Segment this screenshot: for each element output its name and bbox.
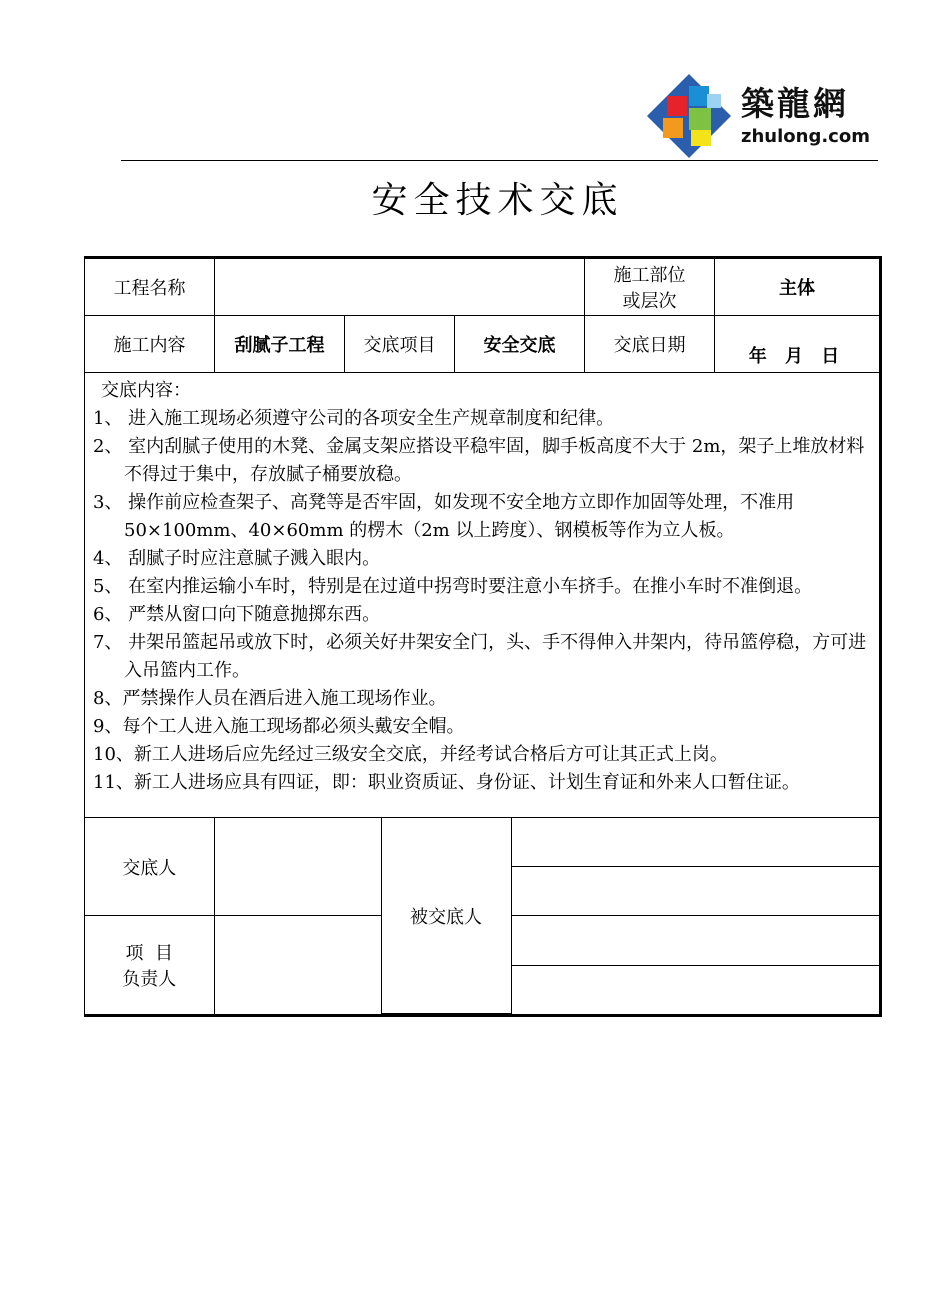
discloser-signature[interactable] bbox=[214, 818, 381, 916]
logo-chinese-name: 築龍網 bbox=[741, 84, 849, 123]
manager-signature[interactable] bbox=[214, 916, 381, 1014]
sign-section bbox=[85, 818, 881, 1016]
manager-label-line1: 项 目 bbox=[125, 942, 173, 964]
receiver-label: 被交底人 bbox=[381, 818, 511, 1014]
work-value: 刮腻子工程 bbox=[215, 316, 345, 373]
date-label: 交底日期 bbox=[585, 316, 715, 373]
page-title: 安全技术交底 bbox=[371, 180, 624, 221]
header-rule bbox=[121, 160, 878, 161]
receiver-signature-line[interactable] bbox=[511, 866, 879, 915]
content-row bbox=[85, 373, 881, 818]
list-item: 4、 刮腻子时应注意腻子溅入眼内。 bbox=[93, 548, 381, 569]
list-item: 5、 在室内推运输小车时，特别是在过道中拐弯时要注意小车挤手。在推小车时不准倒退。 bbox=[93, 576, 813, 597]
work-label: 施工内容 bbox=[85, 316, 215, 373]
item-value: 安全交底 bbox=[455, 316, 585, 373]
list-item: 10、新工人进场后应先经过三级安全交底，并经考试合格后方可让其正式上岗。 bbox=[93, 744, 728, 765]
zhulong-logo bbox=[645, 72, 875, 160]
work-row bbox=[85, 316, 881, 373]
date-value bbox=[715, 316, 881, 373]
discloser-label: 交底人 bbox=[85, 818, 214, 916]
list-item: 1、 进入施工现场必须遵守公司的各项安全生产规章制度和纪律。 bbox=[93, 408, 615, 429]
content-title: 交底内容： bbox=[101, 380, 191, 401]
date-text: 年 月 日 bbox=[748, 346, 846, 367]
sign-row bbox=[85, 818, 881, 1016]
location-value: 主体 bbox=[715, 258, 881, 316]
list-item: 2、 室内刮腻子使用的木凳、金属支架应搭设平稳牢固，脚手板高度不大于 2m，架子上堆放材料不得过于集中，存放腻子桶要放稳。 bbox=[93, 436, 865, 485]
manager-label-line2: 负责人 bbox=[122, 968, 177, 990]
project-row bbox=[85, 258, 881, 316]
list-item: 11、新工人进场应具有四证，即：职业资质证、身份证、计划生育证和外来人口暂住证。 bbox=[93, 772, 800, 793]
receiver-signature-line[interactable] bbox=[511, 916, 879, 965]
manager-label bbox=[85, 916, 214, 1014]
disclosure-table bbox=[84, 256, 882, 1017]
project-name-value bbox=[215, 258, 585, 316]
list-item: 3、 操作前应检查架子、高凳等是否牢固，如发现不安全地方立即作加固等处理，不准用 50×100mm、40×60mm 的楞木（2m 以上跨度）、钢模板等作为立人板。 bbox=[93, 492, 795, 541]
location-label-line2: 或层次 bbox=[622, 291, 677, 312]
item-label: 交底项目 bbox=[345, 316, 455, 373]
project-name-label: 工程名称 bbox=[85, 258, 215, 316]
zhulong-logo-icon bbox=[645, 72, 733, 160]
logo-english-name: zhulong.com bbox=[741, 126, 870, 147]
disclosure-content bbox=[85, 373, 881, 818]
list-item: 7、 井架吊篮起吊或放下时，必须关好井架安全门，头、手不得伸入井架内，待吊篮停稳，方可进入吊篮内工作。 bbox=[93, 632, 867, 681]
location-label-line1: 施工部位 bbox=[613, 265, 686, 286]
list-item: 6、 严禁从窗口向下随意抛掷东西。 bbox=[93, 604, 381, 625]
receiver-signature-line[interactable] bbox=[511, 965, 879, 1013]
list-item: 8、严禁操作人员在酒后进入施工现场作业。 bbox=[93, 688, 447, 709]
sign-table bbox=[85, 818, 879, 1014]
receiver-signature-line[interactable] bbox=[511, 818, 879, 866]
list-item: 9、每个工人进入施工现场都必须头戴安全帽。 bbox=[93, 716, 465, 737]
location-label bbox=[585, 258, 715, 316]
